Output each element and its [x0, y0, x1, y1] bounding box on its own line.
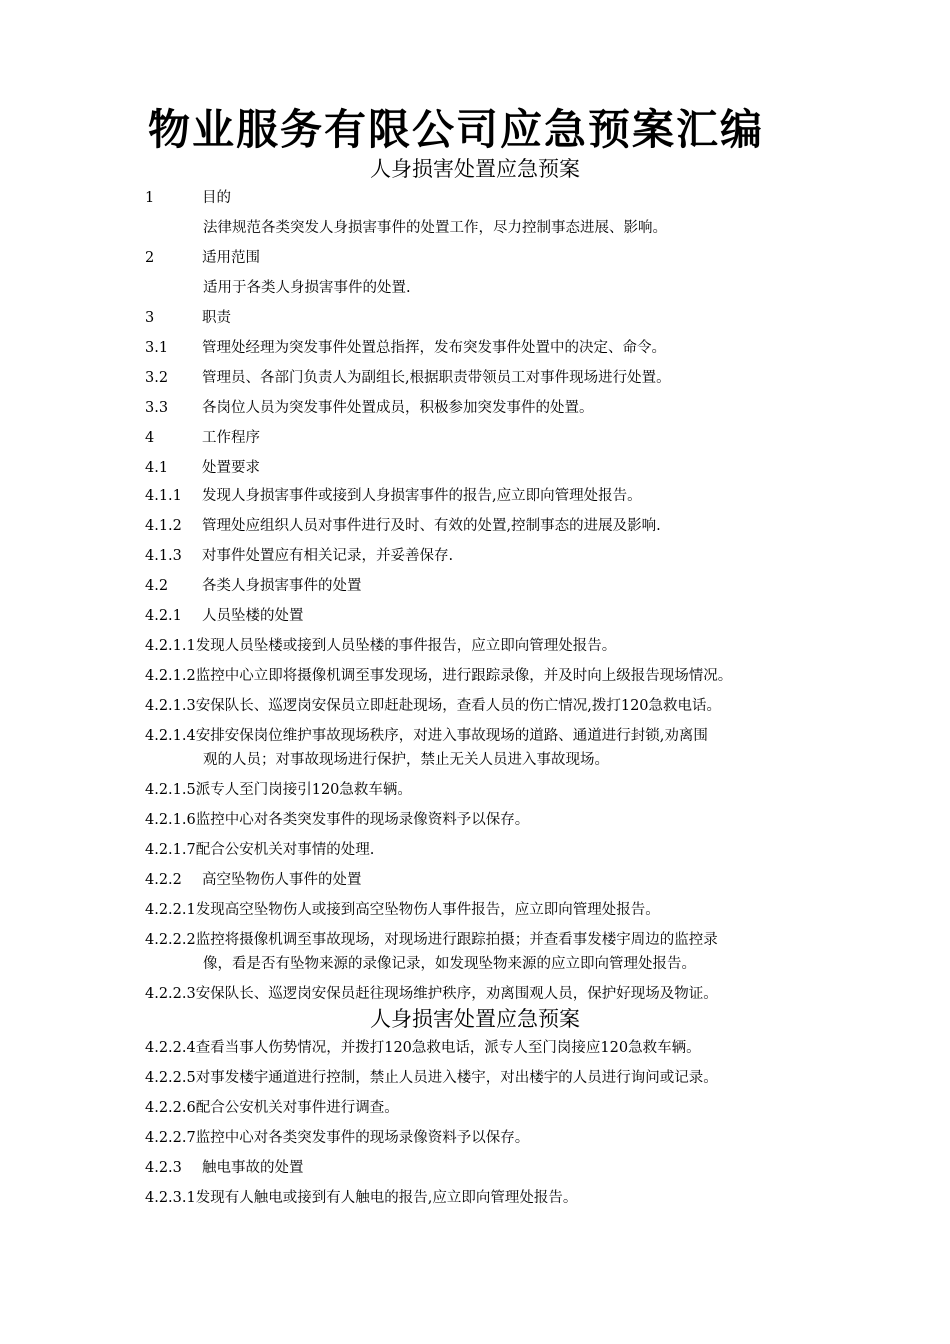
paragraph-number: 3.3 — [145, 400, 169, 416]
paragraph-text: 对事发楼宇通道进行控制，禁止人员进入楼宇，对出楼宇的人员进行询问或记录。 — [195, 1070, 718, 1086]
paragraph-line — [145, 664, 825, 688]
paragraph-number: 1 — [145, 190, 155, 206]
paragraph-line — [145, 808, 825, 832]
paragraph-text: 配合公安机关对事情的处理. — [195, 842, 375, 858]
paragraph-text: 各类人身损害事件的处置 — [202, 578, 362, 594]
paragraph-line — [203, 276, 883, 300]
paragraph-line — [145, 426, 825, 450]
paragraph-continuation: 观的人员；对事故现场进行保护，禁止无关人员进入事故现场。 — [203, 752, 609, 768]
paragraph-line — [145, 928, 825, 952]
paragraph-text: 发现高空坠物伤人或接到高空坠物伤人事件报告，应立即向管理处报告。 — [195, 902, 660, 918]
paragraph-line — [145, 544, 825, 568]
paragraph-number: 4.2.1.2 — [145, 668, 196, 684]
paragraph-number: 4.2.3.1 — [145, 1190, 196, 1206]
paragraph-number: 4.2.2.5 — [145, 1070, 196, 1086]
paragraph-number: 4.1.3 — [145, 548, 182, 564]
paragraph-text: 监控将摄像机调至事故现场，对现场进行跟踪拍摄；并查看事发楼宇周边的监控录 — [195, 932, 718, 948]
paragraph-line — [145, 514, 825, 538]
paragraph-number: 3 — [145, 310, 155, 326]
paragraph-text: 人员坠楼的处置 — [202, 608, 304, 624]
paragraph-number: 4.2.1.1 — [145, 638, 196, 654]
paragraph-line — [145, 724, 825, 748]
paragraph-number: 3.1 — [145, 340, 169, 356]
paragraph-text: 职责 — [202, 310, 231, 326]
paragraph-line — [145, 306, 825, 330]
paragraph-line — [145, 868, 825, 892]
section-title-repeat: 人身损害处置应急预案 — [370, 1007, 580, 1031]
paragraph-line — [145, 1036, 825, 1060]
paragraph-text: 配合公安机关对事件进行调查。 — [195, 1100, 399, 1116]
paragraph-number: 4.2.1 — [145, 608, 182, 624]
document-main-title: 物业服务有限公司应急预案汇编 — [148, 105, 765, 154]
paragraph-line — [145, 1066, 825, 1090]
paragraph-continuation: 像，看是否有坠物来源的录像记录，如发现坠物来源的应立即向管理处报告。 — [203, 956, 696, 972]
paragraph-text: 高空坠物伤人事件的处置 — [202, 872, 362, 888]
paragraph-text: 查看当事人伤势情况，并拨打120急救电话，派专人至门岗接应120急救车辆。 — [195, 1040, 701, 1056]
paragraph-line — [145, 574, 825, 598]
paragraph-text: 发现有人触电或接到有人触电的报告,应立即向管理处报告。 — [195, 1190, 578, 1206]
paragraph-number: 4.2.1.6 — [145, 812, 196, 828]
paragraph-line — [145, 456, 825, 480]
paragraph-number: 4.2.2 — [145, 872, 182, 888]
section-title: 人身损害处置应急预案 — [370, 157, 580, 181]
paragraph-line — [203, 216, 883, 240]
paragraph-text: 触电事故的处置 — [202, 1160, 304, 1176]
paragraph-text: 管理处应组织人员对事件进行及时、有效的处置,控制事态的进展及影响. — [202, 518, 661, 534]
paragraph-number: 4.2.1.4 — [145, 728, 196, 744]
paragraph-line — [145, 484, 825, 508]
paragraph-number: 4.2.2.3 — [145, 986, 196, 1002]
paragraph-number: 4.2.2.2 — [145, 932, 196, 948]
paragraph-text: 管理处经理为突发事件处置总指挥，发布突发事件处置中的决定、命令。 — [202, 340, 666, 356]
paragraph-line — [145, 396, 825, 420]
paragraph-number: 3.2 — [145, 370, 169, 386]
paragraph-line — [145, 604, 825, 628]
paragraph-text: 派专人至门岗接引120急救车辆。 — [195, 782, 412, 798]
paragraph-line — [145, 366, 825, 390]
paragraph-line — [145, 838, 825, 862]
paragraph-line — [145, 1156, 825, 1180]
paragraph-text: 处置要求 — [202, 460, 260, 476]
paragraph-line — [145, 186, 825, 210]
paragraph-text: 发现人员坠楼或接到人员坠楼的事件报告，应立即向管理处报告。 — [195, 638, 617, 654]
paragraph-number: 4.2.1.5 — [145, 782, 196, 798]
paragraph-number: 4.2.1.3 — [145, 698, 196, 714]
paragraph-text: 适用于各类人身损害事件的处置. — [203, 280, 411, 296]
paragraph-text: 适用范围 — [202, 250, 260, 266]
paragraph-number: 4.1.2 — [145, 518, 182, 534]
paragraph-text: 对事件处置应有相关记录，并妥善保存. — [202, 548, 454, 564]
paragraph-text: 法律规范各类突发人身损害事件的处置工作，尽力控制事态进展、影响。 — [203, 220, 667, 236]
paragraph-text: 监控中心立即将摄像机调至事发现场，进行跟踪录像，并及时向上级报告现场情况。 — [195, 668, 733, 684]
paragraph-text: 安排安保岗位维护事故现场秩序，对进入事故现场的道路、通道进行封锁,劝离围 — [195, 728, 708, 744]
paragraph-text: 工作程序 — [202, 430, 260, 446]
paragraph-line — [145, 982, 825, 1006]
paragraph-number: 4.2.2.4 — [145, 1040, 196, 1056]
paragraph-text: 目的 — [202, 190, 231, 206]
paragraph-text: 发现人身损害事件或接到人身损害事件的报告,应立即向管理处报告。 — [202, 488, 642, 504]
paragraph-number: 4.2.3 — [145, 1160, 182, 1176]
paragraph-number: 2 — [145, 250, 155, 266]
paragraph-line — [145, 634, 825, 658]
paragraph-text: 各岗位人员为突发事件处置成员，积极参加突发事件的处置。 — [202, 400, 594, 416]
paragraph-text: 管理员、各部门负责人为副组长,根据职责带领员工对事件现场进行处置。 — [202, 370, 671, 386]
paragraph-number: 4.1 — [145, 460, 169, 476]
paragraph-number: 4.2.2.6 — [145, 1100, 196, 1116]
paragraph-line — [145, 336, 825, 360]
paragraph-line — [145, 1096, 825, 1120]
paragraph-line — [145, 1186, 825, 1210]
paragraph-text: 安保队长、巡逻岗安保员立即赶赴现场，查看人员的伤亡情况,拨打120急救电话。 — [195, 698, 722, 714]
paragraph-number: 4 — [145, 430, 155, 446]
paragraph-text: 监控中心对各类突发事件的现场录像资料予以保存。 — [195, 1130, 530, 1146]
paragraph-text: 安保队长、巡逻岗安保员赶往现场维护秩序，劝离围观人员，保护好现场及物证。 — [195, 986, 718, 1002]
paragraph-number: 4.2.1.7 — [145, 842, 196, 858]
paragraph-text: 监控中心对各类突发事件的现场录像资料予以保存。 — [195, 812, 530, 828]
paragraph-line — [145, 898, 825, 922]
paragraph-line — [145, 1126, 825, 1150]
paragraph-line — [145, 694, 825, 718]
paragraph-number: 4.2.2.7 — [145, 1130, 196, 1146]
paragraph-line — [145, 246, 825, 270]
paragraph-number: 4.2.2.1 — [145, 902, 196, 918]
paragraph-number: 4.1.1 — [145, 488, 182, 504]
paragraph-line — [145, 778, 825, 802]
paragraph-number: 4.2 — [145, 578, 169, 594]
